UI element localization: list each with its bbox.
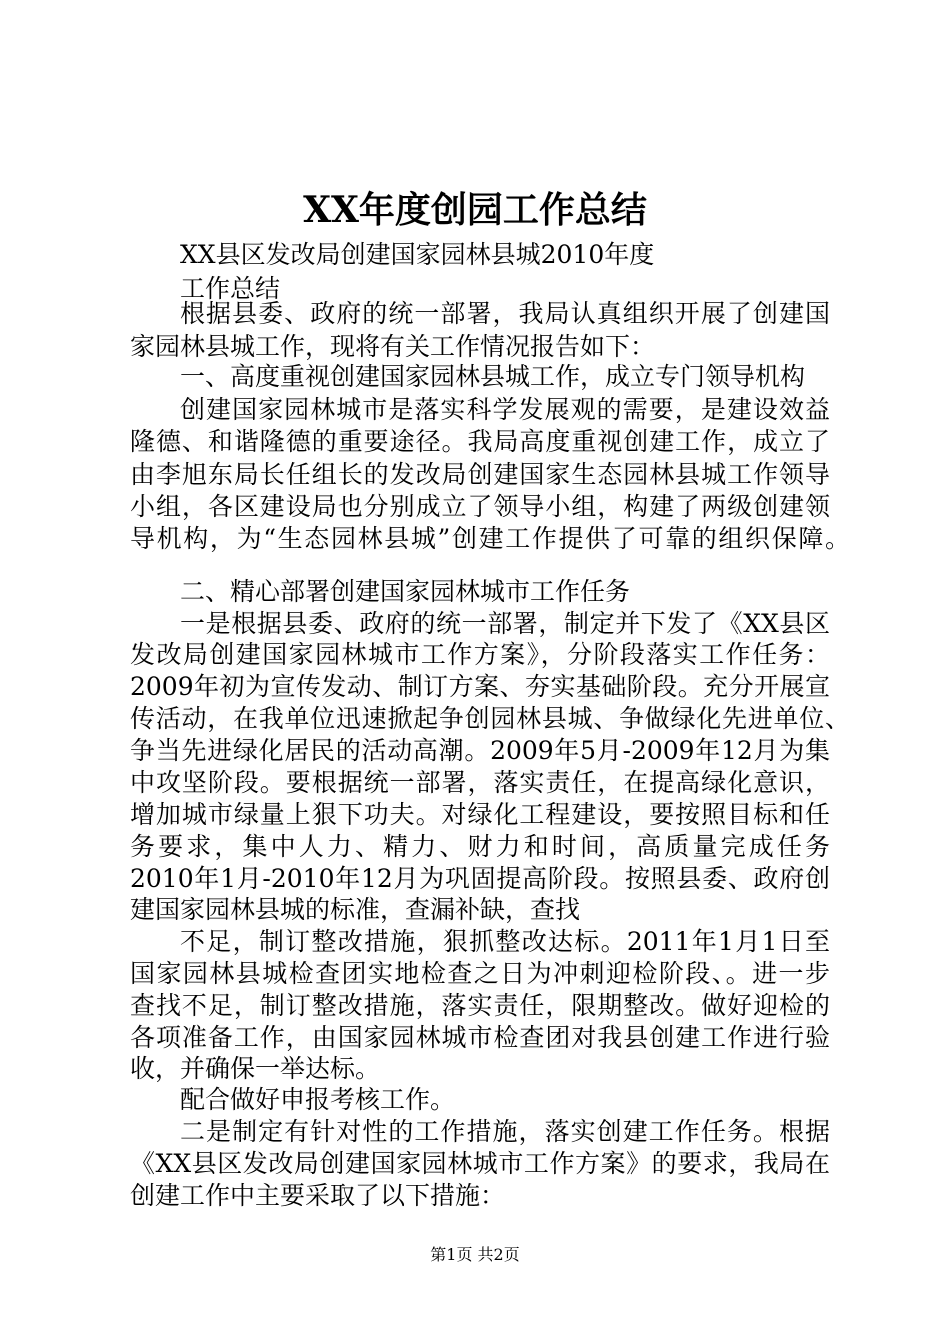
paragraph-line: 小组，各区建设局也分别成立了领导小组，构建了两级创建领 [130,492,830,521]
paragraph-line: 配合做好申报考核工作。 [180,1085,456,1114]
section-heading-2: 二、精心部署创建国家园林城市工作任务 [180,577,631,606]
paragraph-line: 发改局创建国家园林城市工作方案》，分阶段落实工作任务： [130,640,830,669]
paragraph-line: 查找不足，制订整改措施，落实责任，限期整改。做好迎检的 [130,991,830,1020]
paragraph-line: 创建工作中主要采取了以下措施： [130,1181,506,1210]
paragraph-line: 不足，制订整改措施，狠抓整改达标。2011年1月1日至 [180,927,830,956]
paragraph-line: 争当先进绿化居民的活动高潮。2009年5月-2009年12月为集 [130,736,830,765]
paragraph-line: 国家园林县城检查团实地检查之日为冲刺迎检阶段、。进一步 [130,959,830,988]
paragraph-line: 建国家园林县城的标准，查漏补缺，查找 [130,895,581,924]
paragraph-line: 一是根据县委、政府的统一部署，制定并下发了《XX县区 [180,609,830,638]
page-footer: 第1页 共2页 [430,1245,520,1264]
paragraph-line: 2010年1月-2010年12月为巩固提高阶段。按照县委、政府创 [130,864,830,893]
paragraph-line: 传活动，在我单位迅速掀起争创园林县城、争做绿化先进单位、 [130,704,850,733]
document-title: XX年度创园工作总结 [303,189,647,231]
section-heading-1: 一、高度重视创建国家园林县城工作，成立专门领导机构 [180,362,806,391]
paragraph-line: 2009年初为宣传发动、制订方案、夯实基础阶段。充分开展宣 [130,672,830,701]
paragraph-line: 创建国家园林城市是落实科学发展观的需要，是建设效益 [180,395,830,424]
paragraph-line: 收，并确保一举达标。 [130,1054,381,1083]
paragraph-line: 二是制定有针对性的工作措施，落实创建工作任务。根据 [180,1117,830,1146]
paragraph-line: 由李旭东局长任组长的发改局创建国家生态园林县城工作领导 [130,460,830,489]
paragraph-line: 中攻坚阶段。要根据统一部署，落实责任，在提高绿化意识， [130,768,830,797]
paragraph-line: 隆德、和谐隆德的重要途径。我局高度重视创建工作，成立了 [130,427,830,456]
paragraph-line: 《XX县区发改局创建国家园林城市工作方案》的要求，我局在 [130,1149,830,1178]
paragraph-line: 增加城市绿量上狠下功夫。对绿化工程建设，要按照目标和任 [130,800,830,829]
paragraph-line: 各项准备工作，由国家园林城市检查团对我县创建工作进行验 [130,1023,830,1052]
subtitle-line-2: 工作总结 [180,274,281,303]
paragraph-line: 务要求，集中人力、精力、财力和时间，高质量完成任务 [130,832,830,861]
subtitle-line-1: XX县区发改局创建国家园林县城2010年度 [180,240,655,269]
paragraph-line: 根据县委、政府的统一部署，我局认真组织开展了创建国 [180,299,830,328]
paragraph-line: 导机构，为“生态园林县城”创建工作提供了可靠的组织保障。 [130,524,850,553]
paragraph-line: 家园林县城工作，现将有关工作情况报告如下： [130,332,656,361]
